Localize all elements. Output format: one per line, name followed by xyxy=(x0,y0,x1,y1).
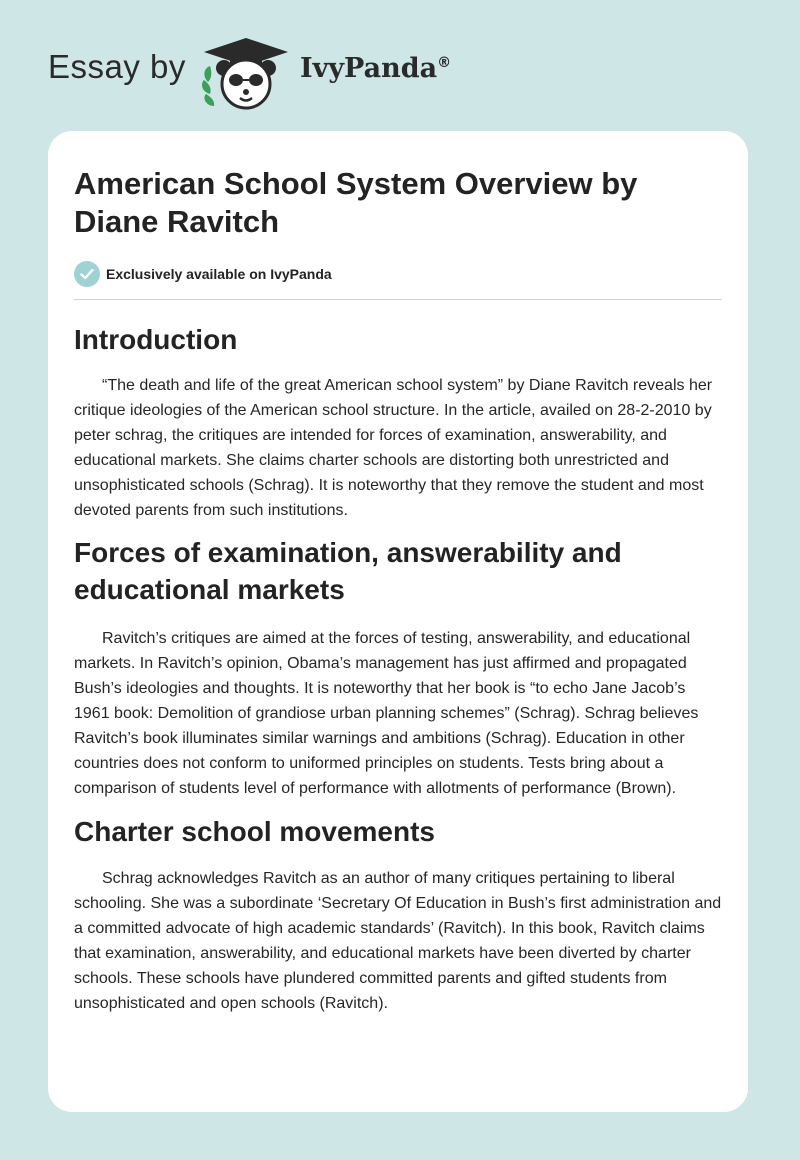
section-paragraph-forces: Ravitch’s critiques are aimed at the forces of testing, answerability, and educational markets. In Ravitch’s opinion, Obama’s management has just affirmed and propagated Bush’s ideologies and thoughts. It is noteworthy that her book is “to echo Jane Jacob’s 1961 book: Demolition of grandiose urban planning schemes” (Schrag). Schrag believes Ravitch’s book illuminates similar warnings and ambitions (Schrag). Education in other countries does not conform to uniformed principles on students. Tests bring about a comparison of students level of performance with allotments of performance (Brown). xyxy=(74,630,699,797)
check-icon xyxy=(74,261,100,287)
article-card xyxy=(48,131,748,1112)
brand-name[interactable]: IvyPanda® xyxy=(300,53,452,84)
section-heading-forces: Forces of examination, answerability and educational markets xyxy=(74,537,622,605)
panda-logo-icon[interactable] xyxy=(200,36,292,110)
essay-by-label: Essay by xyxy=(48,48,186,85)
section-heading-introduction: Introduction xyxy=(74,324,238,355)
site-header xyxy=(0,0,800,130)
divider xyxy=(74,299,722,300)
section-paragraph-introduction: “The death and life of the great American school system” by Diane Ravitch reveals her critique ideologies of the American school structure. In the article, availed on 28-2-2010 by peter schrag, the critiques are intended for forces of examination, answerability, and educational markets. She claims charter schools are distorting both unrestricted and unsophisticated schools (Schrag). It is noteworthy that they remove the student and most devoted parents from such institutions. xyxy=(74,377,713,519)
article-title: American School System Overview by Diane Ravitch xyxy=(74,166,638,239)
section-heading-charter: Charter school movements xyxy=(74,816,435,847)
badge-label: Exclusively available on IvyPanda xyxy=(106,266,332,282)
section-paragraph-charter: Schrag acknowledges Ravitch as an author of many critiques pertaining to liberal schooling. She was a subordinate ‘Secretary Of Education in Bush’s first administration and a committed advocate of high academic standards’ (Ravitch). In this book, Ravitch claims that examination, answerability, and educational markets have been diverted by charter schools. These schools have plundered committed parents and gifted students from unsophisticated and open schools (Ravitch). xyxy=(74,870,722,1012)
exclusive-badge xyxy=(74,261,722,287)
